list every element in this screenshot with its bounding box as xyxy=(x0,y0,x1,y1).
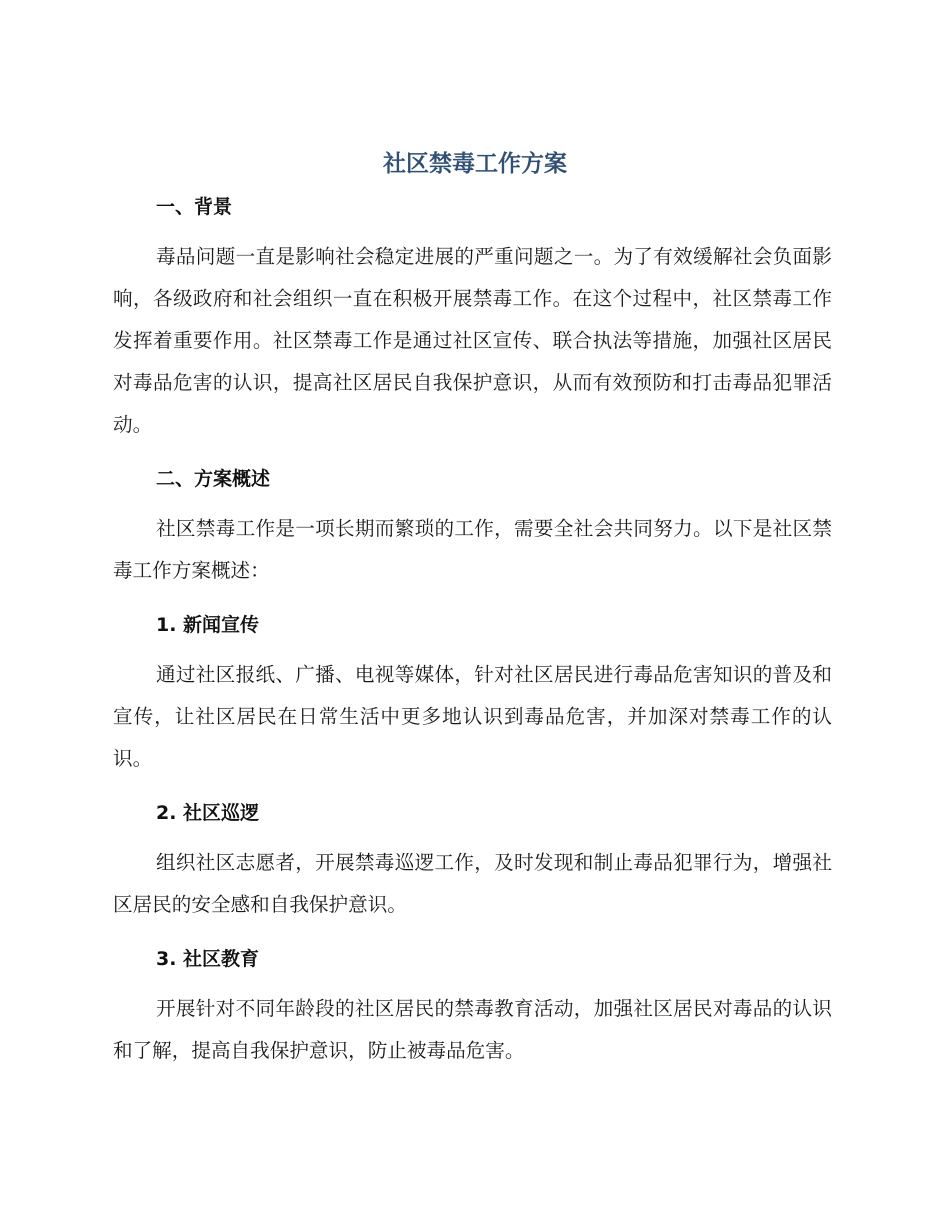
section-heading: 二、方案概述 xyxy=(156,468,271,490)
section-paragraph: 社区禁毒工作是一项长期而繁琐的工作，需要全社会共同努力。以下是社区禁毒工作方案概述： xyxy=(113,517,832,582)
document-title: 社区禁毒工作方案 xyxy=(383,151,567,177)
subsection-heading: 2. 社区巡逻 xyxy=(156,802,260,824)
subsection-heading: 1. 新闻宣传 xyxy=(156,614,260,636)
section-community-education xyxy=(113,942,832,1072)
subsection-heading: 3. 社区教育 xyxy=(156,948,260,970)
section-paragraph: 通过社区报纸、广播、电视等媒体，针对社区居民进行毒品危害知识的普及和宣传，让社区居民在日常生活中更多地认识到毒品危害，并加深对禁毒工作的认识。 xyxy=(113,663,832,770)
section-heading: 一、背景 xyxy=(156,196,233,218)
section-paragraph: 开展针对不同年龄段的社区居民的禁毒教育活动，加强社区居民对毒品的认识和了解，提高自我保护意识，防止被毒品危害。 xyxy=(113,997,832,1062)
section-paragraph: 组织社区志愿者，开展禁毒巡逻工作，及时发现和制止毒品犯罪行为，增强社区居民的安全感和自我保护意识。 xyxy=(113,851,832,916)
section-paragraph: 毒品问题一直是影响社会稳定进展的严重问题之一。为了有效缓解社会负面影响，各级政府和社会组织一直在积极开展禁毒工作。在这个过程中，社区禁毒工作发挥着重要作用。社区禁毒工作是通过社区宣传、联合执法等措施，加强社区居民对毒品危害的认识，提高社区居民自我保护意识，从而有效预防和打击毒品犯罪活动。 xyxy=(113,245,832,436)
section-overview xyxy=(113,462,832,592)
section-community-patrol xyxy=(113,796,832,926)
section-background xyxy=(113,190,832,446)
document-body xyxy=(113,190,832,1088)
section-news-publicity xyxy=(113,608,832,780)
